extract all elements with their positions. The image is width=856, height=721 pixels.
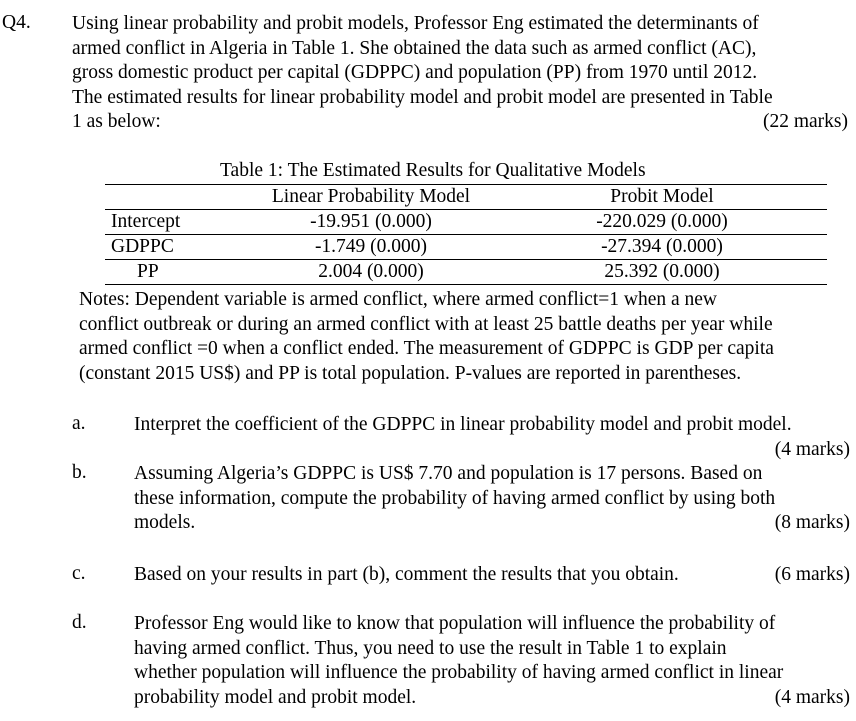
part-line: Professor Eng would like to know that population will influence the probability of bbox=[134, 613, 776, 634]
table-notes bbox=[79, 288, 831, 386]
table-cell: Intercept bbox=[111, 211, 181, 232]
part-d-letter: d. bbox=[72, 612, 87, 633]
part-d-text bbox=[134, 612, 850, 710]
table-header-cell: Probit Model bbox=[610, 186, 714, 207]
part-line: Assuming Algeria’s GDPPC is US$ 7.70 and population is 17 persons. Based on bbox=[134, 463, 763, 484]
intro-line: 1 as below: bbox=[72, 111, 161, 133]
table-cell: PP bbox=[137, 261, 159, 282]
part-line: Based on your results in part (b), comment the results that you obtain. bbox=[134, 564, 679, 585]
table-cell: -220.029 (0.000) bbox=[596, 211, 728, 232]
part-line: having armed conflict. Thus, you need to use the result in Table 1 to explain bbox=[134, 637, 727, 659]
part-a-text bbox=[134, 413, 850, 462]
notes-line: (constant 2015 US$) and PP is total population. P-values are reported in parentheses. bbox=[79, 362, 742, 384]
notes-line: conflict outbreak or during an armed conflict with at least 25 battle deaths per year while bbox=[79, 313, 773, 335]
part-c-marks: (6 marks) bbox=[774, 564, 850, 585]
notes-line: armed conflict =0 when a conflict ended. The measurement of GDPPC is GDP per capita bbox=[79, 338, 774, 360]
part-c-line bbox=[134, 563, 850, 588]
intro-line: gross domestic product per capital (GDPPC) and population (PP) from 1970 until 2012. bbox=[72, 62, 758, 84]
table-header-cell: Linear Probability Model bbox=[271, 186, 471, 207]
part-d-last-line bbox=[134, 686, 850, 711]
part-b-last-line bbox=[134, 511, 850, 536]
part-b-marks: (8 marks) bbox=[774, 512, 850, 534]
part-a-letter: a. bbox=[72, 413, 86, 434]
table-row bbox=[105, 210, 827, 235]
part-c-text bbox=[134, 563, 850, 588]
table-title: Table 1: The Estimated Results for Qualitative Models bbox=[220, 160, 646, 181]
question-intro bbox=[72, 12, 848, 135]
table-cell: 25.392 (0.000) bbox=[604, 261, 720, 282]
part-c-letter: c. bbox=[72, 563, 86, 584]
table-row bbox=[105, 260, 827, 285]
part-b-text bbox=[134, 462, 850, 536]
part-line: these information, compute the probability of having armed conflict by using both bbox=[134, 487, 776, 509]
part-d-marks: (4 marks) bbox=[774, 686, 850, 708]
table-header-cell bbox=[105, 185, 245, 209]
intro-last-line bbox=[72, 110, 848, 135]
table-cell: -27.394 (0.000) bbox=[601, 236, 723, 257]
results-table bbox=[105, 184, 827, 285]
intro-line: The estimated results for linear probability model and probit model are presented in Table bbox=[72, 86, 773, 108]
table-header-row bbox=[105, 185, 827, 210]
intro-line: Using linear probability and probit models, Professor Eng estimated the determinants of bbox=[72, 13, 759, 34]
part-line: models. bbox=[134, 512, 196, 534]
question-marks: (22 marks) bbox=[762, 111, 848, 133]
part-line: whether population will influence the probability of having armed conflict in linear bbox=[134, 662, 784, 684]
table-row bbox=[105, 235, 827, 260]
part-line: probability model and probit model. bbox=[134, 686, 417, 708]
table-cell: GDPPC bbox=[111, 236, 174, 257]
notes-line: Notes: Dependent variable is armed conflict, where armed conflict=1 when a new bbox=[79, 289, 717, 310]
question-number: Q4. bbox=[2, 12, 31, 33]
part-b-letter: b. bbox=[72, 462, 87, 483]
part-line: Interpret the coefficient of the GDPPC in linear probability model and probit model. bbox=[134, 414, 792, 435]
intro-line: armed conflict in Algeria in Table 1. She obtained the data such as armed conflict (AC), bbox=[72, 37, 757, 59]
table-cell: 2.004 (0.000) bbox=[318, 261, 424, 282]
table-cell: -19.951 (0.000) bbox=[310, 211, 432, 232]
table-cell: -1.749 (0.000) bbox=[314, 236, 428, 257]
part-a-marks: (4 marks) bbox=[774, 438, 850, 460]
